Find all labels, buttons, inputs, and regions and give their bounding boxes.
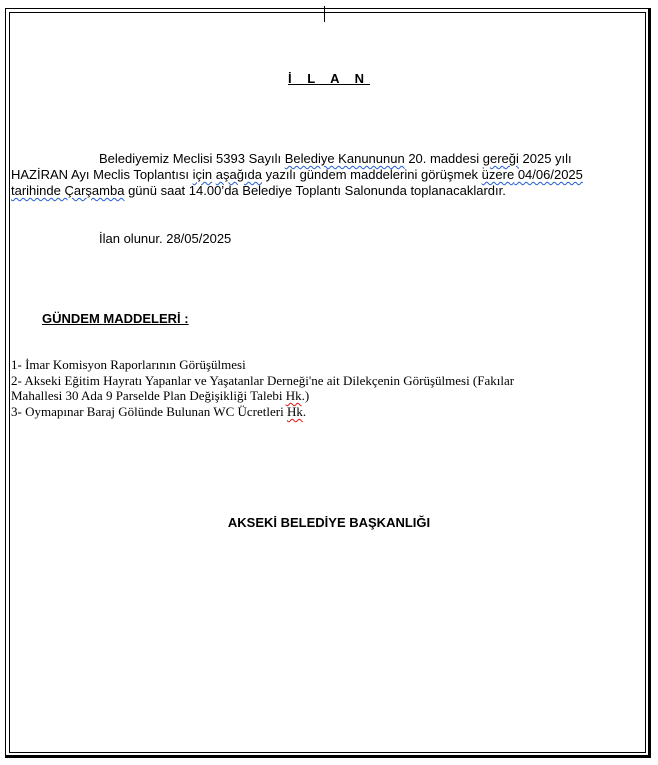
spellcheck-word: Belediye Kanununun <box>284 151 405 166</box>
spellcheck-word: Hk <box>286 404 303 419</box>
agenda-item-2-line-1: 2- Akseki Eğitim Hayratı Yapanlar ve Yaşatanlar Derneği'ne ait Dilekçenin Görüşülmesi (Fakılar <box>11 373 515 388</box>
spellcheck-word: 04/06/2025 <box>514 167 583 182</box>
paragraph-line-3 <box>11 183 506 198</box>
spellcheck-word: üzere <box>481 167 515 182</box>
document-title: İ L A N <box>288 71 370 86</box>
spellcheck-word: aşağıda <box>215 167 262 182</box>
text-run: 3- Oymapınar Baraj Gölünde Bulunan WC Ücretleri <box>11 404 287 419</box>
agenda-heading: GÜNDEM MADDELERİ : <box>42 311 189 326</box>
text-run: yazılı gündem maddelerini görüşmek <box>262 167 482 182</box>
text-run: Mahallesi 30 Ada 9 Parselde Plan Değişikliği Talebi <box>11 388 286 403</box>
text-run: HAZİRAN Ayı Meclis Toplantısı <box>11 167 193 182</box>
agenda-item-3 <box>11 404 306 420</box>
announcement-line: İlan olunur. 28/05/2025 <box>99 231 232 246</box>
text-run: 20. maddesi <box>404 151 483 166</box>
page-border-shadow-right <box>648 8 651 758</box>
spellcheck-word: tarihinde Çarşamba <box>11 183 125 198</box>
paragraph-line-1 <box>99 151 572 166</box>
spellcheck-word: için <box>192 167 213 182</box>
page-border-shadow-bottom <box>5 755 651 758</box>
text-run: 2025 yılı <box>518 151 572 166</box>
agenda-item-1: 1- İmar Komisyon Raporlarının Görüşülmesi <box>11 357 246 372</box>
text-run: .) <box>301 388 310 403</box>
text-run: günü saat 14.00’da Belediye Toplantı Salonunda toplanacaklardır. <box>124 183 506 198</box>
spellcheck-word: gereği <box>482 151 519 166</box>
spellcheck-word: Hk <box>285 388 302 403</box>
agenda-item-2-line-2 <box>11 388 309 404</box>
text-run: . <box>302 404 307 419</box>
text-run: Belediyemiz Meclisi 5393 Sayılı <box>99 151 285 166</box>
paragraph-line-2 <box>11 167 583 182</box>
signature-block: AKSEKİ BELEDİYE BAŞKANLIĞI <box>227 515 431 530</box>
